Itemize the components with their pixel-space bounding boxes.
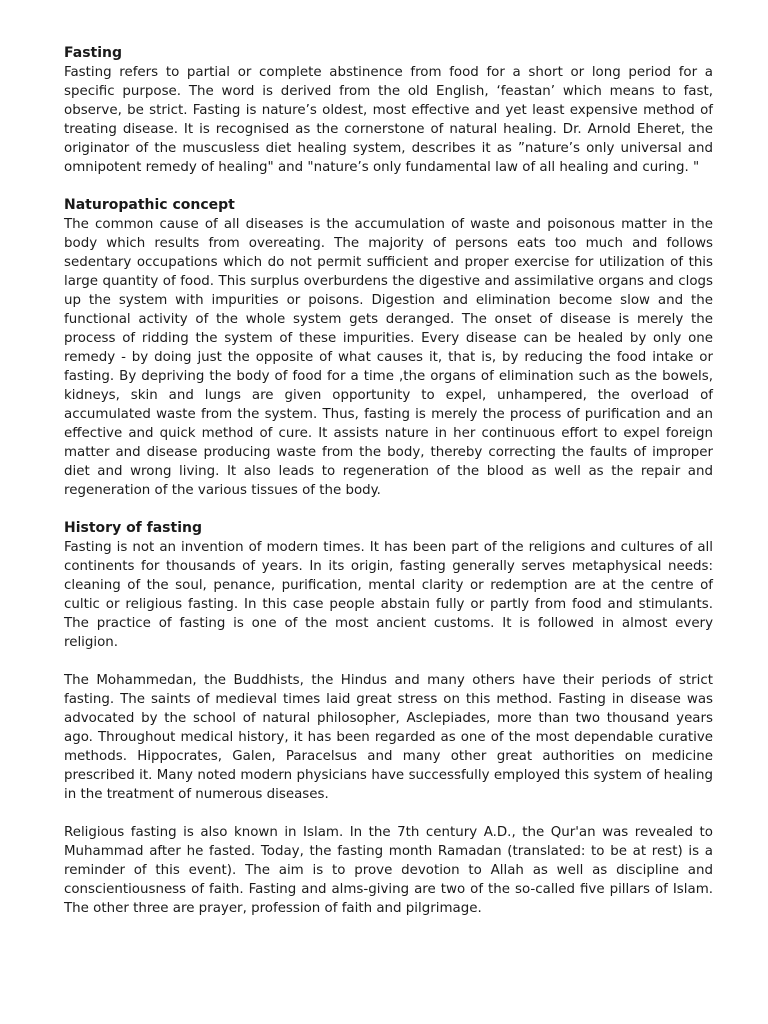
section-naturopathic-concept bbox=[64, 196, 713, 500]
section-heading: History of fasting bbox=[64, 520, 202, 536]
section-fasting bbox=[64, 44, 713, 177]
paragraph: The common cause of all diseases is the accumulation of waste and poisonous matter in the body which results from overeating. The majority of persons eats too much and follows sedentary occupations which do not permit sufficient and proper exercise for utilization of this large quantity of food. This surplus overburdens the digestive and assimilative organs and clogs up the system with impurities or poisons. Digestion and elimination become slow and the functional activity of the whole system gets deranged. The onset of disease is merely the process of ridding the system of these impurities. Every disease can be healed by only one remedy - by doing just the opposite of what causes it, that is, by reducing the food intake or fasting. By depriving the body of food for a time ,the organs of elimination such as the bowels, kidneys, skin and lungs are given opportunity to expel, unhampered, the overload of accumulated waste from the system. Thus, fasting is merely the process of purification and an effective and quick method of cure. It assists nature in her continuous effort to expel foreign matter and disease producing waste from the body, thereby correcting the faults of improper diet and wrong living. It also leads to regeneration of the blood as well as the repair and regeneration of the various tissues of the body. bbox=[64, 217, 713, 498]
section-history-of-fasting bbox=[64, 519, 713, 918]
paragraph: Fasting refers to partial or complete abstinence from food for a short or long period for a specific purpose. The word is derived from the old English, ‘feastan’ which means to fast, observe, be strict. Fasting is nature’s oldest, most effective and yet least expensive method of treating disease. It is recognised as the cornerstone of natural healing. Dr. Arnold Eheret, the originator of the muscusless diet healing system, describes it as ”nature’s only universal and omnipotent remedy of healing" and "nature’s only fundamental law of all healing and curing. " bbox=[64, 65, 713, 175]
section-heading: Naturopathic concept bbox=[64, 197, 235, 213]
section-heading: Fasting bbox=[64, 45, 123, 61]
paragraph: Fasting is not an invention of modern times. It has been part of the religions and cultures of all continents for thousands of years. In its origin, fasting generally serves metaphysical needs: cleaning of the soul, penance, purification, mental clarity or redemption are at the centre of cultic or religious fasting. In this case people abstain fully or partly from food and stimulants. The practice of fasting is one of the most ancient customs. It is followed in almost every religion. bbox=[64, 540, 713, 650]
paragraph: The Mohammedan, the Buddhists, the Hindus and many others have their periods of strict fasting. The saints of medieval times laid great stress on this method. Fasting in disease was advocated by the school of natural philosopher, Asclepiades, more than two thousand years ago. Throughout medical history, it has been regarded as one of the most dependable curative methods. Hippocrates, Galen, Paracelsus and many other great authorities on medicine prescribed it. Many noted modern physicians have successfully employed this system of healing in the treatment of numerous diseases. bbox=[64, 673, 713, 802]
paragraph: Religious fasting is also known in Islam. In the 7th century A.D., the Qur'an was revealed to Muhammad after he fasted. Today, the fasting month Ramadan (translated: to be at rest) is a reminder of this event). The aim is to prove devotion to Allah as well as discipline and conscientiousness of faith. Fasting and alms-giving are two of the so-called five pillars of Islam. The other three are prayer, profession of faith and pilgrimage. bbox=[64, 825, 713, 916]
